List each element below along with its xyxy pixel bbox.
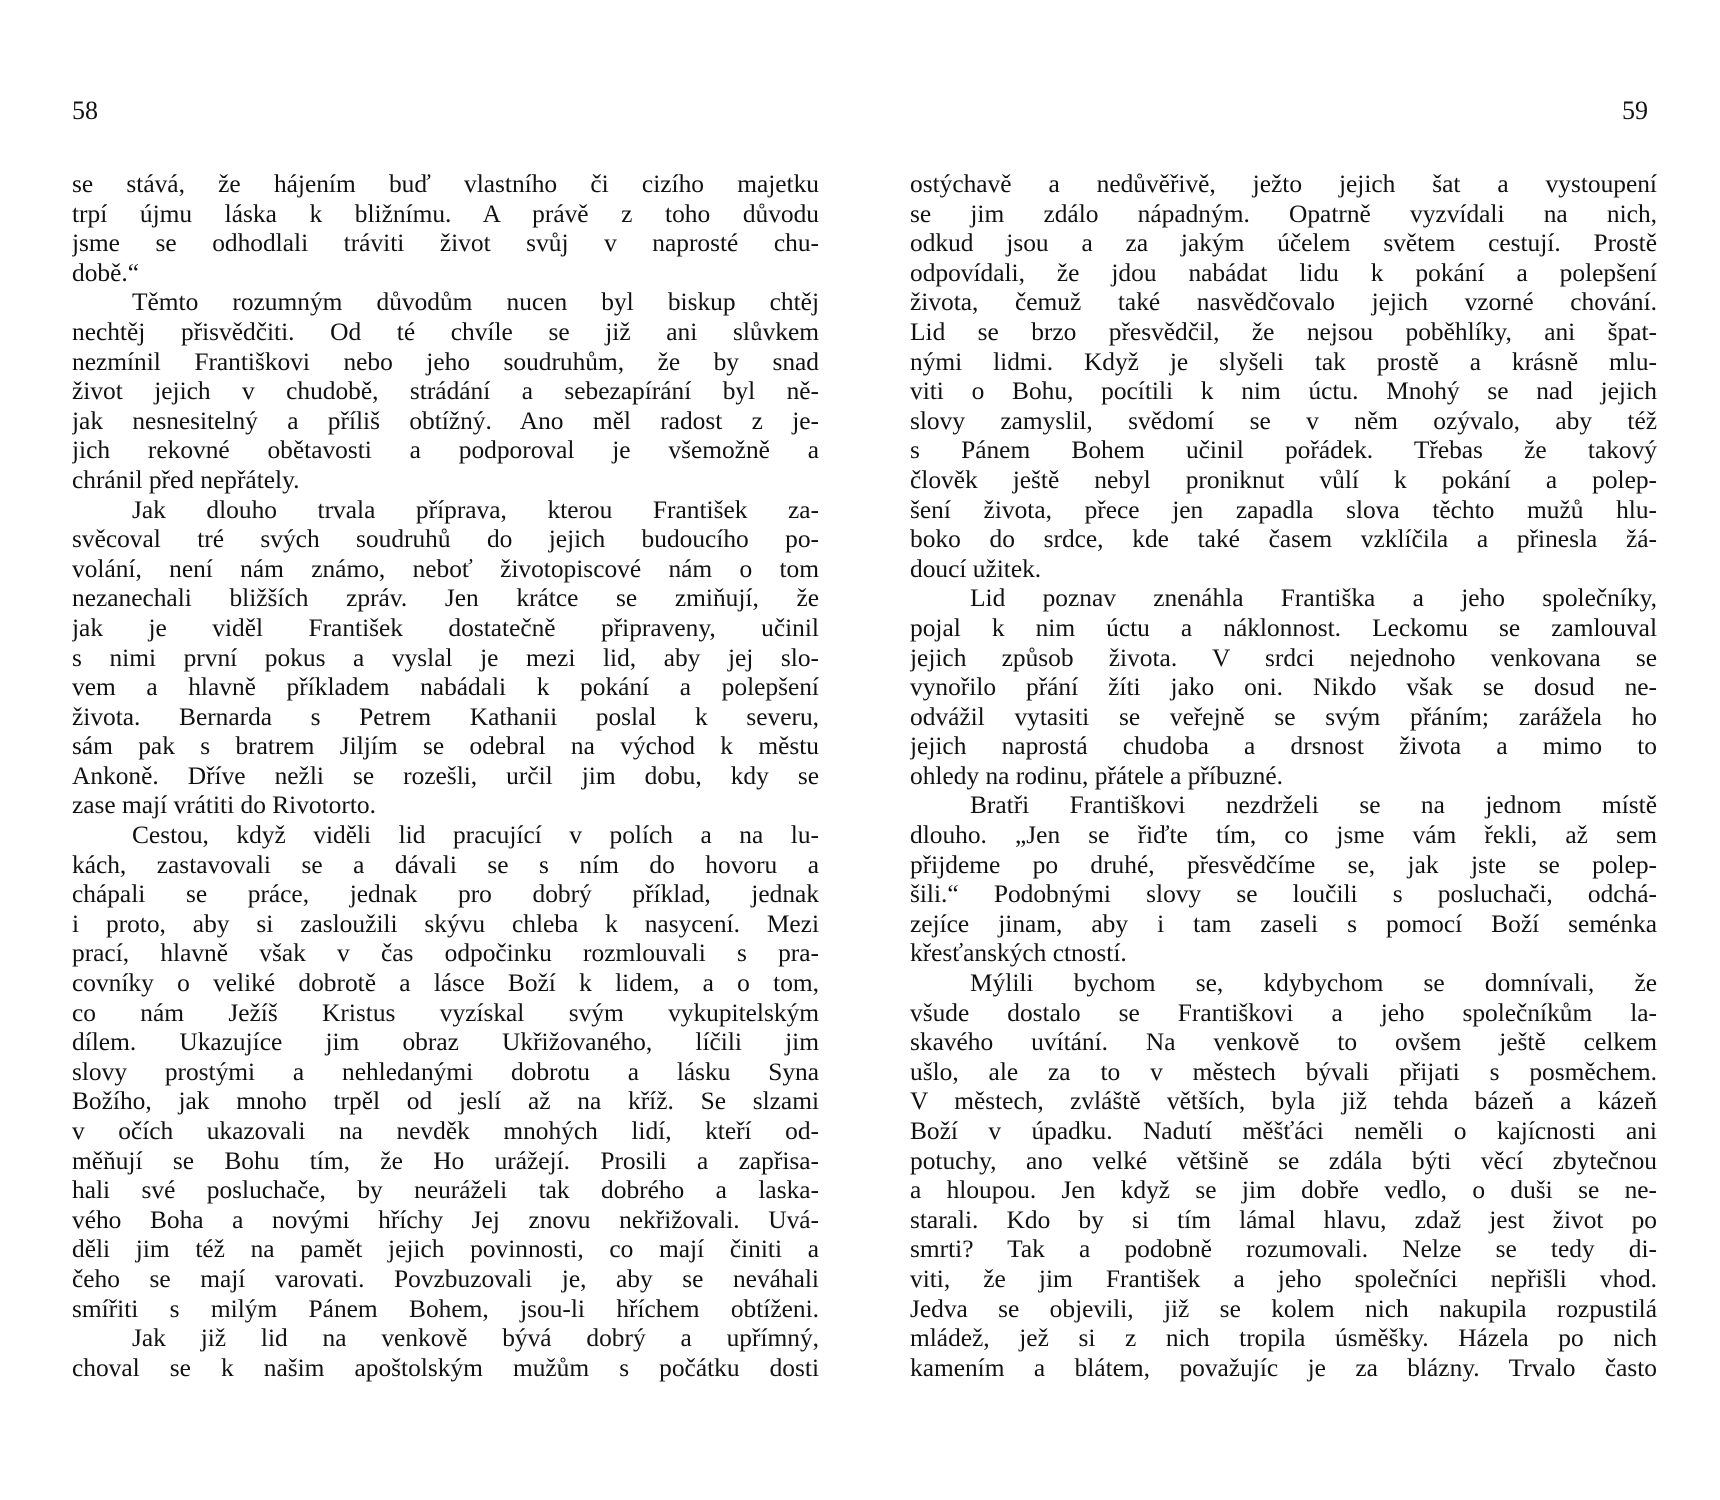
text-line: měňují se Bohu tím, že Ho urážejí. Prosili a zapřisa- (72, 1146, 819, 1175)
text-line: čeho se mají varovati. Povzbuzovali je, aby se neváhali (72, 1264, 819, 1293)
text-line: vem a hlavně příkladem nabádali k pokání a polepšení (72, 673, 819, 702)
text-line: boko do srdce, kde také časem vzklíčila a přinesla žá- (910, 525, 1657, 554)
text-line: odvážil vytasiti se veřejně se svým přáním; zarážela ho (910, 702, 1657, 731)
text-line: Mýlili bychom se, kdybychom se domnívali, že (970, 969, 1657, 998)
text-line: Jak dlouho trvala příprava, kterou František za- (132, 495, 819, 524)
text-line: doucí užitek. (910, 554, 1042, 583)
text-line: přijdeme po druhé, přesvědčíme se, jak jste se polep- (910, 850, 1657, 879)
text-line: ostýchavě a nedůvěřivě, ježto jejich šat a vystoupení (910, 170, 1657, 198)
text-line: ohledy na rodinu, přátele a příbuzné. (910, 761, 1283, 790)
text-line: starali. Kdo by si tím lámal hlavu, zdaž jest život po (910, 1205, 1657, 1234)
text-line: ušlo, ale za to v městech bývali přijati s posměchem. (910, 1057, 1657, 1086)
text-line: Bratři Františkovi nezdrželi se na jednom místě (970, 791, 1657, 820)
text-line: covníky o veliké dobrotě a lásce Boží k lidem, a o tom, (72, 969, 819, 998)
text-line: Jedva se objevili, již se kolem nich nakupila rozpustilá (910, 1294, 1657, 1323)
text-line: V městech, zvláště větších, byla již tehda bázeň a kázeň (910, 1087, 1657, 1116)
text-line: nými lidmi. Když je slyšeli tak prostě a krásně mlu- (910, 347, 1657, 376)
text-line: prací, hlavně však v čas odpočinku rozmlouvali s pra- (72, 939, 819, 968)
text-line: odpovídali, že jdou nabádat lidu k pokání a polepšení (910, 258, 1657, 287)
text-line: hali své posluchače, by neuráželi tak dobrého a laska- (72, 1176, 819, 1205)
text-line: života. Bernarda s Petrem Kathanii poslal k severu, (72, 702, 819, 731)
text-line: zase mají vrátiti do Rivotorto. (72, 791, 376, 820)
text-line: děli jim též na pamět jejich povinnosti, co mají činiti a (72, 1235, 819, 1264)
text-line: Božího, jak mnoho trpěl od jeslí až na kříž. Se slzami (72, 1087, 819, 1116)
text-line: slovy zamyslil, svědomí se v něm ozývalo, aby též (910, 406, 1657, 435)
text-line: co nám Ježíš Kristus vyzískal svým vykupitelským (72, 998, 819, 1027)
text-line: kách, zastavovali se a dávali se s ním do hovoru a (72, 850, 819, 879)
text-line: s nimi první pokus a vyslal je mezi lid, aby jej slo- (72, 643, 819, 672)
text-line: s Pánem Bohem učinil pořádek. Třebas že takový (910, 436, 1657, 465)
text-line: Lid poznav znenáhla Františka a jeho společníky, (970, 584, 1657, 613)
text-line: nezanechali bližších zpráv. Jen krátce se zmiňují, že (72, 584, 819, 613)
text-line: potuchy, ano velké většině se zdála býti věcí zbytečnou (910, 1146, 1657, 1175)
text-line: jich rekovné obětavosti a podporoval je všemožně a (72, 436, 819, 465)
text-line: svěcoval tré svých soudruhů do jejich budoucího po- (72, 525, 819, 554)
text-line: se stává, že hájením buď vlastního či cizího majetku (72, 170, 819, 198)
text-line: a hloupou. Jen když se jim dobře vedlo, o duši se ne- (910, 1176, 1657, 1205)
text-line: choval se k našim apoštolským mužům s počátku dosti (72, 1353, 819, 1382)
text-line: nechtěj přisvědčiti. Od té chvíle se již ani slůvkem (72, 317, 819, 346)
text-line: mládež, jež si z nich tropila úsměšky. Házela po nich (910, 1324, 1657, 1353)
text-line: jejich naprostá chudoba a drsnost života a mimo to (910, 732, 1657, 761)
text-line: dílem. Ukazujíce jim obraz Ukřižovaného, líčili jim (72, 1028, 819, 1057)
text-line: v očích ukazovali na nevděk mnohých lidí, kteří od- (72, 1117, 819, 1145)
page-number-left: 58 (72, 96, 98, 125)
text-line: trpí újmu láska k bližnímu. A právě z toho důvodu (72, 199, 819, 228)
text-line: se jim zdálo nápadným. Opatrně vyzvídali na nich, (910, 199, 1657, 228)
text-line: jejich způsob života. V srdci nejednoho venkovana se (910, 643, 1657, 672)
text-line: Lid se brzo přesvědčil, že nejsou poběhlíky, ani špat- (910, 317, 1657, 346)
text-line: pojal k nim úctu a náklonnost. Leckomu se zamlouval (910, 613, 1657, 642)
text-line: chránil před nepřátely. (72, 465, 300, 494)
right-page (860, 0, 1720, 1500)
text-line: jsme se odhodlali tráviti život svůj v naprosté chu- (72, 229, 819, 258)
text-line: člověk ještě nebyl proniknut vůlí k pokání a polep- (910, 465, 1657, 494)
text-line: sám pak s bratrem Jiljím se odebral na východ k městu (72, 732, 819, 761)
text-line: jak je viděl František dostatečně připraveny, učinil (72, 613, 819, 642)
text-line: život jejich v chudobě, strádání a sebezapírání byl ně- (72, 377, 819, 406)
text-line: odkud jsou a za jakým účelem světem cestují. Prostě (910, 229, 1657, 258)
text-line: zejíce jinam, aby i tam zaseli s pomocí Boží seménka (910, 909, 1657, 938)
text-line: viti, že jim František a jeho společníci nepřišli vhod. (910, 1264, 1657, 1293)
text-line: šení života, přece jen zapadla slova těchto mužů hlu- (910, 495, 1657, 524)
text-line: vého Boha a novými hříchy Jej znovu nekřižovali. Uvá- (72, 1205, 819, 1234)
text-line: volání, není nám známo, neboť životopiscové nám o tom (72, 554, 819, 583)
left-text-column (72, 170, 819, 1383)
text-line: skavého uvítání. Na venkově to ovšem ještě celkem (910, 1028, 1657, 1057)
right-text-column (910, 170, 1657, 1383)
text-line: kamením a blátem, považujíc je za blázny. Trvalo často (910, 1353, 1657, 1382)
text-line: křesťanských ctností. (910, 939, 1127, 968)
text-line: smířiti s milým Pánem Bohem, jsou-li hříchem obtíženi. (72, 1294, 819, 1323)
text-line: smrti? Tak a podobně rozumovali. Nelze se tedy di- (910, 1235, 1657, 1264)
text-line: Cestou, když viděli lid pracující v polích a na lu- (132, 821, 819, 850)
text-line: Ankoně. Dříve nežli se rozešli, určil jim dobu, kdy se (72, 761, 819, 790)
text-line: Těmto rozumným důvodům nucen byl biskup chtěj (132, 288, 819, 317)
text-line: jak nesnesitelný a příliš obtížný. Ano měl radost z je- (72, 406, 819, 435)
text-line: i proto, aby si zasloužili skývu chleba k nasycení. Mezi (72, 909, 819, 938)
text-line: života, čemuž také nasvědčovalo jejich vzorné chování. (910, 288, 1657, 317)
text-line: nezmínil Františkovi nebo jeho soudruhům, že by snad (72, 347, 819, 376)
text-line: dlouho. „Jen se řiďte tím, co jsme vám řekli, až sem (910, 821, 1657, 850)
text-line: viti o Bohu, pocítili k nim úctu. Mnohý se nad jejich (910, 377, 1657, 406)
page-number-right: 59 (1622, 96, 1648, 125)
text-line: chápali se práce, jednak pro dobrý příklad, jednak (72, 880, 819, 909)
text-line: době.“ (72, 258, 139, 287)
text-line: Jak již lid na venkově bývá dobrý a upřímný, (132, 1324, 819, 1353)
text-line: vynořilo přání žíti jako oni. Nikdo však se dosud ne- (910, 673, 1657, 702)
text-line: Boží v úpadku. Nadutí měšťáci neměli o kajícnosti ani (910, 1117, 1657, 1145)
text-line: všude dostalo se Františkovi a jeho společníkům la- (910, 998, 1657, 1027)
text-line: šili.“ Podobnými slovy se loučili s posluchači, odchá- (910, 880, 1657, 909)
text-line: slovy prostými a nehledanými dobrotu a lásku Syna (72, 1057, 819, 1086)
